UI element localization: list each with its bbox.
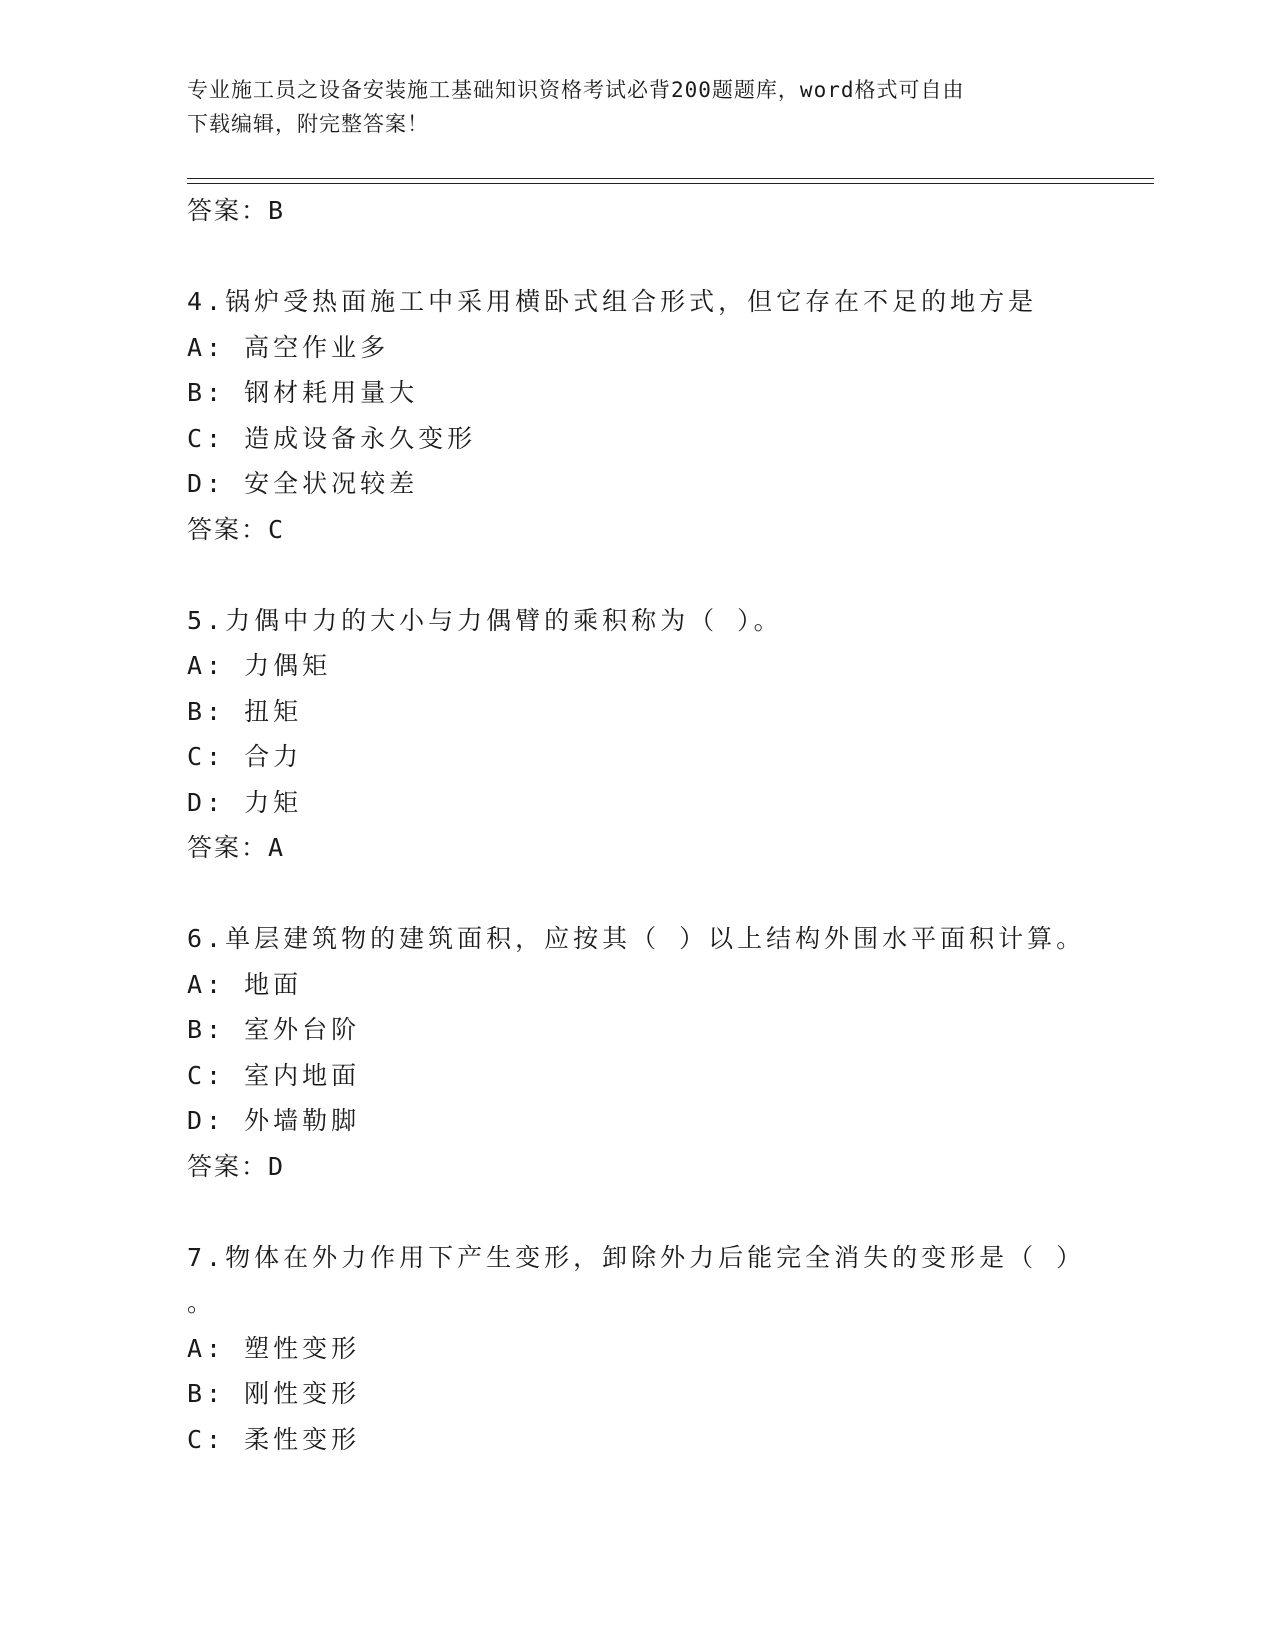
option-a: A: 力偶矩 [187,651,332,680]
answer: 答案：A [187,833,286,862]
question-list [187,188,1087,1462]
header-divider-bottom [187,183,1154,184]
question-stem: 7.物体在外力作用下产生变形，卸除外力后能完全消失的变形是（ ） [187,1242,1086,1272]
option-d: D: 外墙勒脚 [187,1106,361,1135]
option-c: C: 柔性变形 [187,1424,361,1454]
option-c: C: 造成设备永久变形 [187,423,477,453]
answer: 答案：D [187,1151,286,1181]
option-b: B: 钢材耗用量大 [187,378,419,407]
answer-3: 答案：B [187,196,286,225]
question-6 [187,916,1087,1189]
option-a: A: 高空作业多 [187,332,390,362]
question-7 [187,1235,1087,1463]
question-stem: 5.力偶中力的大小与力偶臂的乘积称为（ ）。 [187,605,783,635]
header-line-2: 下载编辑，附完整答案！ [187,112,429,136]
option-b: B: 室外台阶 [187,1015,361,1044]
question-stem-continuation: 。 [187,1288,213,1317]
question-stem: 6.单层建筑物的建筑面积，应按其（ ）以上结构外围水平面积计算。 [187,924,1086,953]
header-divider-top [187,178,1154,179]
option-b: B: 刚性变形 [187,1379,361,1408]
option-a: A: 塑性变形 [187,1333,361,1363]
option-c: C: 合力 [187,742,303,771]
question-4 [187,279,1087,552]
option-d: D: 安全状况较差 [187,469,419,498]
document-header [187,73,1077,141]
option-a: A: 地面 [187,969,303,999]
question-5 [187,598,1087,871]
option-d: D: 力矩 [187,787,303,817]
option-b: B: 扭矩 [187,696,303,726]
header-line-1: 专业施工员之设备安装施工基础知识资格考试必背200题题库，word格式可自由 [187,78,965,102]
option-c: C: 室内地面 [187,1060,361,1090]
question-stem: 4.锅炉受热面施工中采用横卧式组合形式，但它存在不足的地方是 [187,287,1038,316]
answer: 答案：C [187,514,286,544]
